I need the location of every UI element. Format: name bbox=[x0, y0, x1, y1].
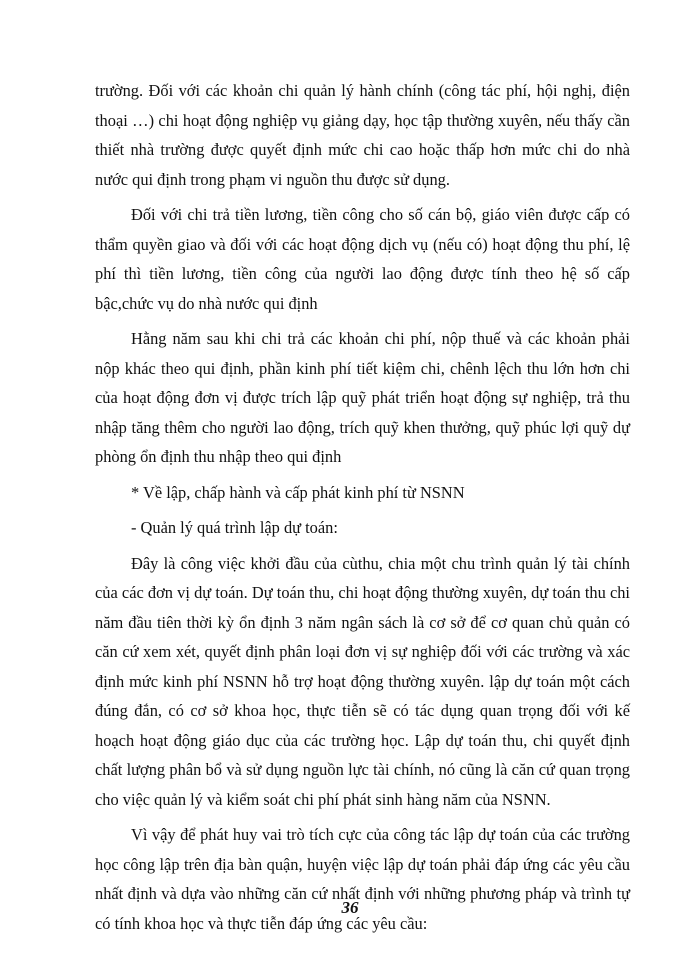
paragraph-salary: Đối với chi trả tiền lương, tiền công cho số cán bộ, giáo viên được cấp có thẩm quyền giao và đối với các hoạt động dịch vụ (nếu có) hoạt động thu phí, lệ phí thì tiền lương, tiền công của người lao động được tính theo hệ số cấp bậc,chức vụ do nhà nước qui định bbox=[95, 205, 630, 313]
document-body bbox=[95, 76, 630, 944]
paragraph-continuation: trường. Đối với các khoản chi quản lý hành chính (công tác phí, hội nghị, điện thoại …) chi hoạt động nghiệp vụ giảng dạy, học tập thường xuyên, nếu thấy cần thiết nhà trường được quyết định mức chi cao hoặc thấp hơn mức chi do nhà nước qui định trong phạm vi nguồn thu được sử dụng. bbox=[95, 81, 630, 189]
section-heading-budget: * Về lập, chấp hành và cấp phát kinh phí từ NSNN bbox=[131, 482, 465, 502]
paragraph-requirements: Vì vậy để phát huy vai trò tích cực của công tác lập dự toán của các trường học công lập trên địa bàn quận, huyện việc lập dự toán phải đáp ứng các yêu cầu nhất định và dựa vào những căn cứ nhất định với những phương pháp và trình tự có tính khoa học và thực tiễn đáp ứng các yêu cầu: bbox=[95, 825, 630, 933]
paragraph-annual-fund: Hằng năm sau khi chi trả các khoản chi phí, nộp thuế và các khoản phải nộp khác theo qui định, phần kinh phí tiết kiệm chi, chênh lệch thu lớn hơn chi của hoạt động đơn vị được trích lập quỹ phát triển hoạt động sự nghiệp, trả thu nhập tăng thêm cho người lao động, trích quỹ khen thưởng, quỹ phúc lợi quỹ dự phòng ổn định thu nhập theo qui định bbox=[95, 329, 630, 466]
page-number: 36 bbox=[341, 898, 359, 917]
subsection-heading-estimate: - Quản lý quá trình lập dự toán: bbox=[131, 518, 338, 537]
paragraph-estimate-intro: Đây là công việc khởi đầu của cùthu, chia một chu trình quản lý tài chính của các đơn vị dự toán. Dự toán thu, chi hoạt động thường xuyên, dự toán thu chi năm đầu tiên thời kỳ ổn định 3 năm ngân sách là cơ sở để cơ quan chủ quản có căn cứ xem xét, quyết định phân loại đơn vị sự nghiệp đối với các trường và xác định mức kinh phí NSNN hỗ trợ hoạt động thường xuyên. lập dự toán một cách đúng đắn, có cơ sở khoa học, thực tiễn sẽ có tác dụng quan trọng đối với kế hoạch hoạt động giáo dục của các trường học. Lập dự toán thu, chi quyết định chất lượng phân bổ và sử dụng nguồn lực tài chính, nó cũng là căn cứ quan trọng cho việc quản lý và kiểm soát chi phí phát sinh hàng năm của NSNN. bbox=[95, 553, 630, 809]
